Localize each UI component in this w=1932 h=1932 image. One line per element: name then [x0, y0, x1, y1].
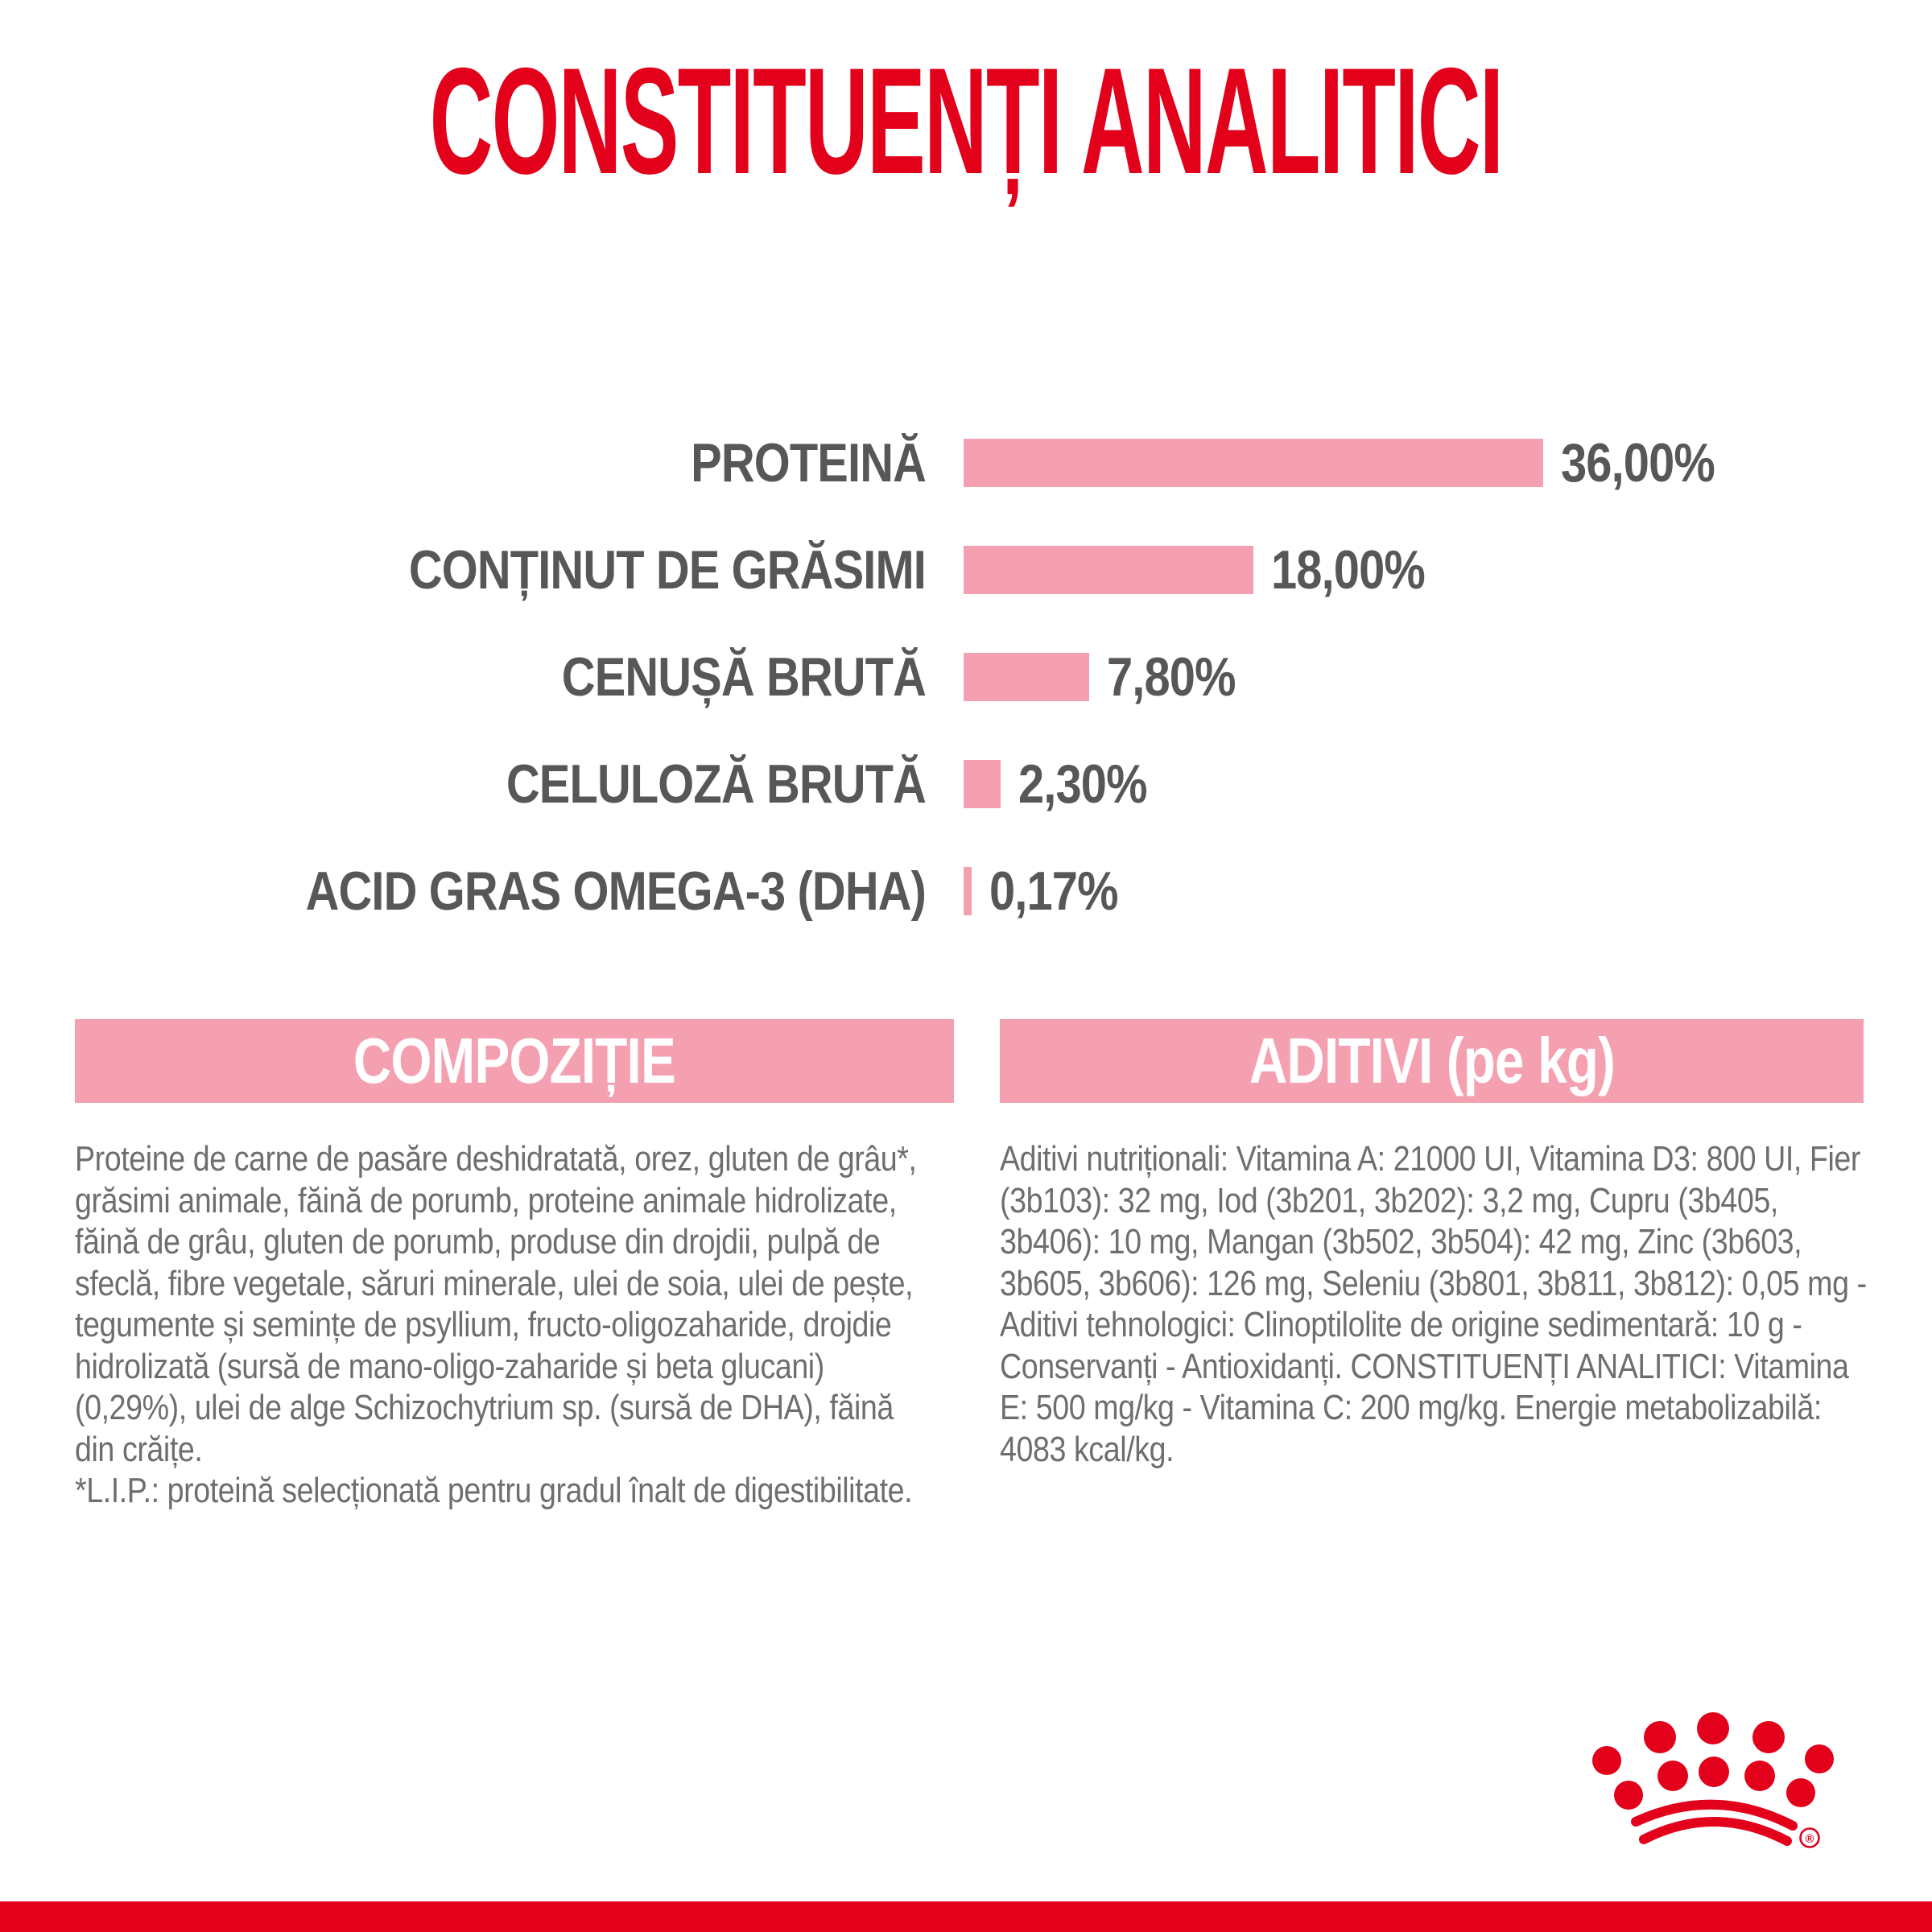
bar — [964, 760, 1001, 808]
additives-body — [1000, 1138, 1874, 1470]
bar-value: 7,80% — [1107, 646, 1236, 708]
composition-header-label: COMPOZIȚIE — [353, 1025, 675, 1096]
composition-header — [75, 1019, 954, 1103]
bar-label: CONȚINUT DE GRĂSIMI — [408, 539, 926, 601]
composition-body — [75, 1138, 939, 1512]
page-title: CONSTITUENȚI ANALITICI — [429, 36, 1503, 205]
bar-label: CELULOZĂ BRUTĂ — [506, 753, 926, 815]
bar — [964, 653, 1089, 701]
additives-header-label: ADITIVI (pe kg) — [1249, 1025, 1615, 1096]
chart-row-crude-cellulose — [0, 753, 1932, 815]
svg-text:®: ® — [1805, 1832, 1814, 1846]
bar-value: 0,17% — [989, 861, 1118, 922]
bar-label: PROTEINĂ — [691, 432, 926, 493]
registered-trademark-icon — [1801, 1829, 1819, 1847]
bar-label: ACID GRAS OMEGA-3 (DHA) — [305, 861, 926, 922]
composition-text: Proteine de carne de pasăre deshidratată, orez, gluten de grâu*, grăsimi animale, făină de porumb, proteine animale hidrolizate, făină de grâu, gluten de porumb, produse din drojdii, pulpă de sfeclă, fibre vegetale, săruri minerale, ulei de soia, ulei de pește, tegumente și semințe de psyllium, fructo-oligozaharide, drojdie hidrolizată (sursă de mano-oligo-zaharide și beta glucani) (0,29%), ulei de alge Schizochytrium sp. (sursă de DHA), făină din crăițe. — [75, 1139, 917, 1469]
bar — [964, 867, 972, 915]
bar — [964, 439, 1543, 487]
bar-value: 36,00% — [1561, 432, 1715, 493]
bar — [964, 546, 1253, 594]
chart-row-protein — [0, 432, 1932, 493]
additives-header — [1000, 1019, 1864, 1103]
bar-value: 2,30% — [1018, 753, 1147, 815]
crown-band-arcs — [1636, 1805, 1793, 1841]
chart-row-omega3-dha — [0, 861, 1932, 922]
chart-row-crude-ash — [0, 646, 1932, 708]
royal-canin-crown-logo — [1582, 1705, 1839, 1858]
bar-label: CENUȘĂ BRUTĂ — [561, 646, 926, 708]
composition-lip-note: *L.I.P.: proteină selecționată pentru gradul înalt de digestibilitate. — [75, 1471, 913, 1510]
chart-row-fat — [0, 539, 1932, 601]
bar-value: 18,00% — [1271, 539, 1425, 601]
additives-text: Aditivi nutriționali: Vitamina A: 21000 UI, Vitamina D3: 800 UI, Fier (3b103): 32 mg, Iod (3b201, 3b202): 3,2 mg, Cupru (3b405, 3b406): 10 mg, Mangan (3b502, 3b504): 42 mg, Zinc (3b603, 3b605, 3b606): 126 mg, Seleniu (3b801, 3b811, 3b812): 0,05 mg - Aditivi tehnologici: Clinoptilolite de origine sedimentară: 10 g - Conservanți - Antioxidanți. CONSTITUENȚI ANALITICI: Vitamina E: 500 mg/kg - Vitamina C: 200 mg/kg. Energie metabolizabilă: 4083 kcal/kg. — [1000, 1139, 1867, 1469]
brand-red-footer-bar — [0, 1901, 1932, 1932]
